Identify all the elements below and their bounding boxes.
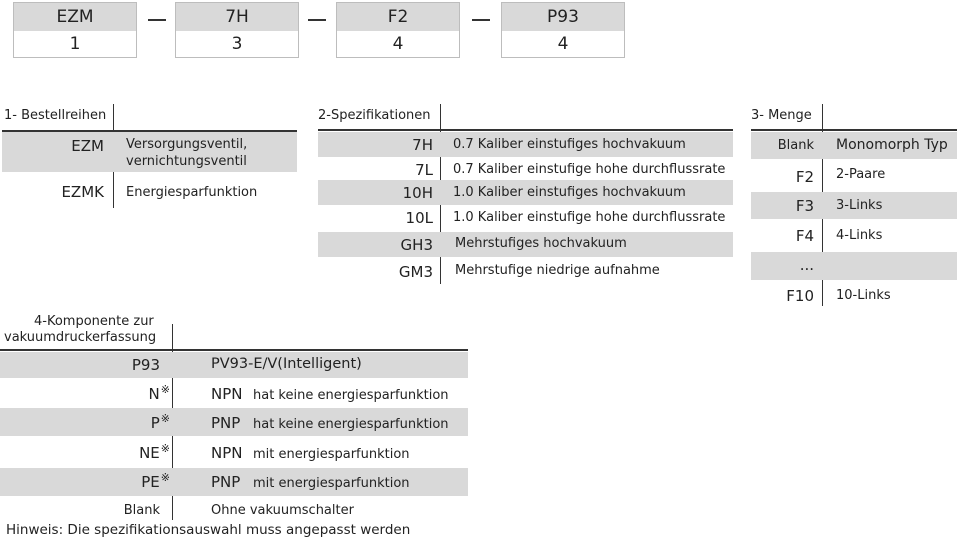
quantity-code: F2	[795, 168, 814, 186]
code-box-component	[501, 2, 625, 58]
header-rule	[751, 129, 957, 131]
code-box-spec	[175, 2, 299, 58]
quantity-desc: 3-Links	[836, 198, 883, 213]
code-box-component-index: 4	[502, 31, 624, 57]
component-desc: Ohne vakuumschalter	[211, 503, 354, 518]
quantity-desc: 2-Paare	[836, 167, 886, 182]
quantity-desc: Monomorph Typ	[836, 137, 948, 153]
quantity-code: Blank	[777, 138, 814, 153]
component-code: P※	[150, 412, 170, 432]
component-code: PE※	[141, 471, 170, 491]
quantity-code: F4	[795, 227, 814, 245]
quantity-code: F10	[786, 287, 814, 305]
series-desc: Energiesparfunktion	[126, 185, 258, 200]
header-rule	[318, 129, 733, 131]
note-marker: ※	[160, 442, 170, 455]
note-marker: ※	[160, 471, 170, 484]
table-series	[2, 104, 297, 210]
component-code: Blank	[123, 503, 160, 518]
spec-desc: 1.0 Kaliber einstufige hohe durchflussrate	[453, 210, 726, 225]
table-component-header: 4-Komponente zur	[34, 314, 154, 329]
component-code: P93	[131, 356, 160, 374]
table-quantity	[751, 104, 957, 306]
table-component-header: vakuumdruckerfassung	[4, 330, 157, 345]
header-rule	[0, 349, 468, 351]
code-box-spec-index: 3	[176, 31, 298, 57]
spec-code: 10H	[402, 184, 433, 202]
quantity-desc: 10-Links	[836, 288, 891, 303]
spec-desc: 0.7 Kaliber einstufige hohe durchflussrate	[453, 162, 726, 177]
table-specs-header: 2-Spezifikationen	[318, 108, 431, 123]
code-box-series-index: 1	[14, 31, 136, 57]
component-desc: PNP mit energiesparfunktion	[211, 473, 410, 491]
spec-code: 10L	[405, 209, 433, 227]
series-code: EZM	[71, 137, 104, 155]
spec-desc: 1.0 Kaliber einstufiges hochvakuum	[453, 185, 686, 200]
note-marker: ※	[160, 383, 170, 396]
footnote: Hinweis: Die spezifikationsauswahl muss angepasst werden	[6, 522, 411, 538]
quantity-code: ...	[799, 256, 814, 274]
note-marker: ※	[160, 412, 170, 425]
spec-code: GH3	[400, 236, 433, 254]
code-box-quantity	[336, 2, 460, 58]
component-code: NE※	[139, 442, 170, 462]
spec-code: GM3	[398, 263, 433, 281]
table-quantity-header: 3- Menge	[751, 108, 812, 123]
series-desc: Versorgungsventil,	[126, 137, 248, 152]
component-desc: NPN mit energiesparfunktion	[211, 444, 410, 462]
spec-desc: 0.7 Kaliber einstufiges hochvakuum	[453, 137, 686, 152]
spec-desc: Mehrstufiges hochvakuum	[455, 236, 627, 251]
series-desc: vernichtungsventil	[126, 154, 247, 169]
component-desc: PV93-E/V(Intelligent)	[211, 356, 362, 372]
code-box-quantity-index: 4	[337, 31, 459, 57]
code-box-spec-label: 7H	[176, 3, 298, 31]
code-separator	[308, 19, 326, 21]
spec-code: 7H	[412, 136, 433, 154]
code-separator	[472, 19, 490, 21]
spec-desc: Mehrstufige niedrige aufnahme	[455, 263, 660, 278]
code-box-component-label: P93	[502, 3, 624, 31]
code-box-series	[13, 2, 137, 58]
code-box-quantity-label: F2	[337, 3, 459, 31]
component-code: N※	[148, 383, 170, 403]
series-code: EZMK	[61, 183, 104, 201]
component-desc: NPN hat keine energiesparfunktion	[211, 385, 449, 403]
table-component	[0, 312, 468, 520]
quantity-code: F3	[795, 197, 814, 215]
quantity-desc: 4-Links	[836, 228, 883, 243]
code-separator	[148, 19, 166, 21]
component-desc: PNP hat keine energiesparfunktion	[211, 414, 449, 432]
table-series-header: 1- Bestellreihen	[4, 108, 107, 123]
spec-code: 7L	[415, 161, 433, 179]
code-box-series-label: EZM	[14, 3, 136, 31]
table-specs	[318, 104, 733, 284]
